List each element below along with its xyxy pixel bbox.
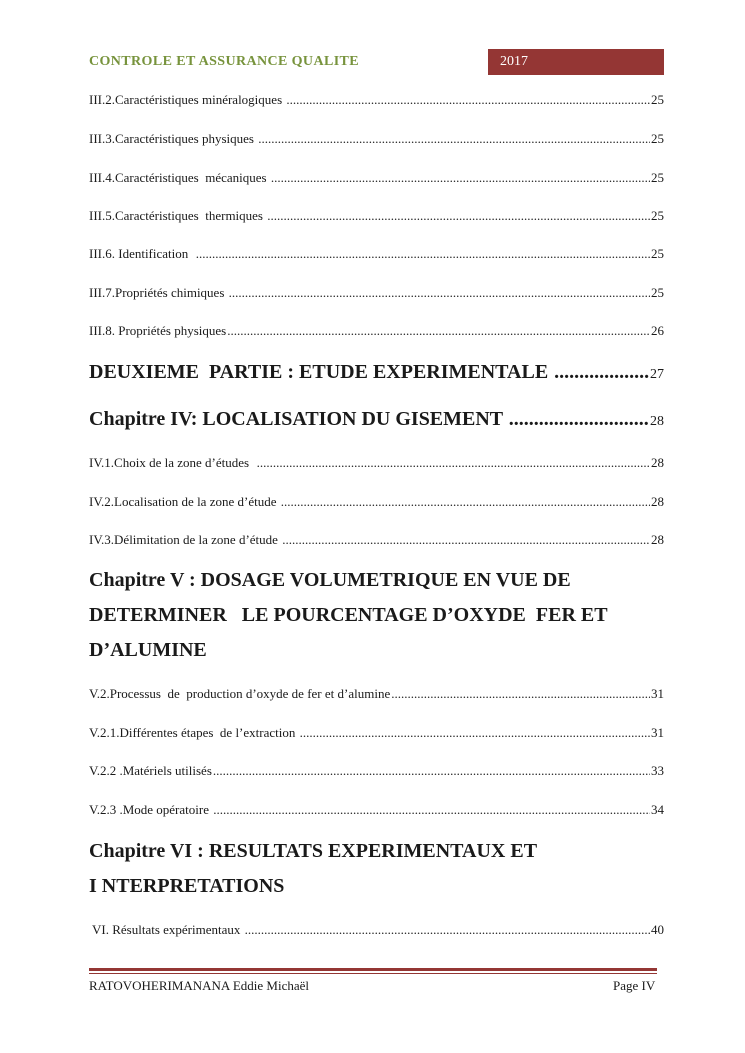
toc-leader xyxy=(213,802,650,818)
toc-leader xyxy=(257,455,650,471)
toc-entry-title: VI. Résultats expérimentaux xyxy=(89,922,244,937)
toc-entry[interactable] xyxy=(89,285,664,301)
toc-part-entry[interactable] xyxy=(89,361,664,384)
toc-leader xyxy=(271,170,650,186)
toc-entry-title: V.2.Processus de production d’oxyde de fer et d’alumine xyxy=(89,686,391,701)
toc-entry[interactable] xyxy=(89,686,664,702)
toc-leader xyxy=(213,763,650,779)
toc-entry[interactable] xyxy=(89,455,664,471)
toc-page-number: 40 xyxy=(651,922,664,937)
toc-entry[interactable] xyxy=(89,802,664,818)
toc-entry[interactable] xyxy=(89,494,664,510)
toc-leader xyxy=(509,408,649,431)
toc-entry-title: V.2.2 .Matériels utilisés xyxy=(89,763,212,778)
toc-entry-title: III.4.Caractéristiques mécaniques xyxy=(89,170,270,185)
toc-entry-title: V.2.3 .Mode opératoire xyxy=(89,802,213,817)
toc-entry-title: IV.3.Délimitation de la zone d’étude xyxy=(89,532,282,547)
toc-entry[interactable] xyxy=(89,725,664,741)
toc-leader xyxy=(391,686,650,702)
toc-entry[interactable] xyxy=(89,170,664,186)
toc-leader xyxy=(300,725,650,741)
toc-entry[interactable] xyxy=(89,323,664,339)
toc-page-number: 28 xyxy=(651,494,664,509)
toc-entry[interactable] xyxy=(89,131,664,147)
toc-entry[interactable] xyxy=(89,208,664,224)
toc-entry-title: III.3.Caractéristiques physiques xyxy=(89,131,258,146)
toc-page-number: 25 xyxy=(651,285,664,300)
toc-page-number: 25 xyxy=(651,131,664,146)
toc-leader xyxy=(258,131,650,147)
toc-page-number: 28 xyxy=(650,414,664,429)
chapter-heading-line: I NTERPRETATIONS xyxy=(89,875,285,897)
toc-leader xyxy=(245,922,650,938)
footer-page-number: Page IV xyxy=(613,978,656,993)
chapter-heading-line: Chapitre VI : RESULTATS EXPERIMENTAUX ET xyxy=(89,840,538,862)
toc-entry[interactable] xyxy=(89,532,664,548)
toc-entry-title: IV.1.Choix de la zone d’études xyxy=(89,455,256,470)
toc-page-number: 28 xyxy=(651,532,664,547)
toc-entry-title: III.7.Propriétés chimiques xyxy=(89,285,228,300)
toc-leader xyxy=(282,532,650,548)
toc-leader xyxy=(229,285,650,301)
toc-leader xyxy=(554,361,649,384)
toc-entry[interactable] xyxy=(89,922,664,938)
toc-leader xyxy=(267,208,650,224)
toc-page-number: 31 xyxy=(651,686,664,701)
header-year-badge: 2017 xyxy=(488,49,664,75)
toc-chapter-entry[interactable] xyxy=(89,408,664,431)
toc-entry-title: Chapitre IV: LOCALISATION DU GISEMENT xyxy=(89,408,508,430)
toc-page-number: 25 xyxy=(651,208,664,223)
toc-entry-title: III.6. Identification xyxy=(89,246,195,261)
toc-entry-title: III.2.Caractéristiques minéralogiques xyxy=(89,92,286,107)
toc-page-number: 31 xyxy=(651,725,664,740)
toc-page-number: 25 xyxy=(651,170,664,185)
footer-author: RATOVOHERIMANANA Eddie Michaël xyxy=(89,978,310,993)
toc-page-number: 25 xyxy=(651,246,664,261)
toc-entry-title: V.2.1.Différentes étapes de l’extraction xyxy=(89,725,299,740)
toc-leader xyxy=(286,92,650,108)
toc-entry[interactable] xyxy=(89,246,664,262)
toc-page-number: 27 xyxy=(650,367,664,382)
chapter-heading-line: Chapitre V : DOSAGE VOLUMETRIQUE EN VUE DE xyxy=(89,569,571,591)
toc-entry[interactable] xyxy=(89,763,664,779)
chapter-heading-line: D’ALUMINE xyxy=(89,639,207,661)
toc-page-number: 25 xyxy=(651,92,664,107)
toc-entry-title: III.8. Propriétés physiques xyxy=(89,323,227,338)
toc-entry-title: IV.2.Localisation de la zone d’étude xyxy=(89,494,280,509)
toc-page-number: 26 xyxy=(651,323,664,338)
toc-entry[interactable] xyxy=(89,92,664,108)
toc-leader xyxy=(281,494,650,510)
toc-entry-title: DEUXIEME PARTIE : ETUDE EXPERIMENTALE xyxy=(89,361,554,383)
toc-page-number: 33 xyxy=(651,763,664,778)
toc-page-number: 34 xyxy=(651,802,664,817)
chapter-heading-line: DETERMINER LE POURCENTAGE D’OXYDE FER ET xyxy=(89,604,608,626)
toc-leader xyxy=(196,246,650,262)
footer-rule-thin xyxy=(89,973,657,974)
footer-rule xyxy=(89,968,657,971)
toc-page-number: 28 xyxy=(651,455,664,470)
header-title: CONTROLE ET ASSURANCE QUALITE xyxy=(89,54,360,69)
toc-entry-title: III.5.Caractéristiques thermiques xyxy=(89,208,267,223)
toc-leader xyxy=(227,323,650,339)
